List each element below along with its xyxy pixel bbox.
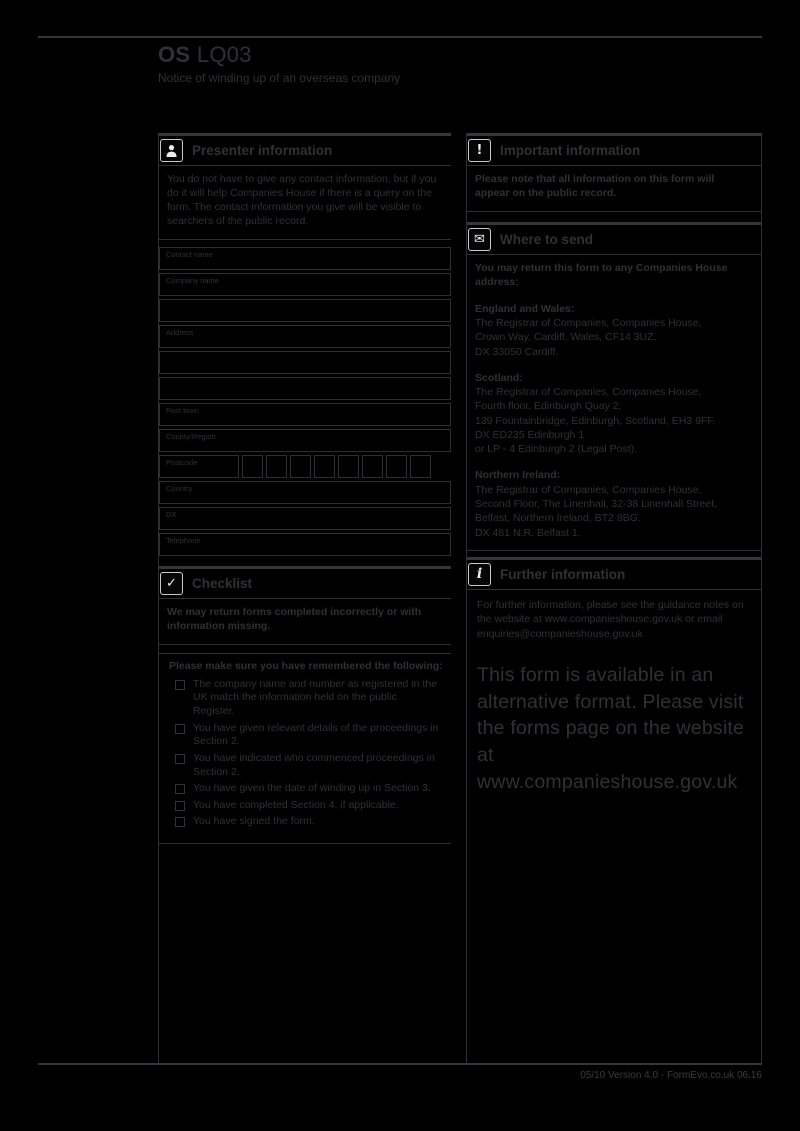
- address-line: Crown Way, Cardiff, Wales, CF14 3UZ.: [475, 331, 657, 344]
- presenter-fields: [159, 247, 451, 556]
- checkbox-icon[interactable]: [175, 754, 185, 764]
- dx-field[interactable]: DX: [159, 507, 451, 530]
- address-line: or LP - 4 Edinburgh 2 (Legal Post).: [475, 443, 638, 456]
- address-line: Belfast, Northern Ireland, BT2 8BG.: [475, 512, 641, 525]
- presenter-section-title: Presenter information: [192, 143, 333, 158]
- postcode-cell-8[interactable]: [410, 455, 431, 478]
- address-northern-ireland: [475, 468, 751, 539]
- postcode-field: [159, 455, 451, 478]
- checklist-item-text: You have signed the form.: [193, 815, 315, 828]
- checklist-item: [175, 678, 439, 719]
- checklist-item-text: You have given relevant details of the proceedings in Section 2.: [193, 721, 439, 748]
- checkbox-icon[interactable]: [175, 784, 185, 794]
- checkbox-icon[interactable]: [175, 817, 185, 827]
- checklist-intro-text: We may return forms completed incorrectly or with information missing.: [159, 599, 451, 645]
- person-icon: [160, 139, 183, 162]
- checklist-section-header: [159, 566, 451, 599]
- postcode-cell-3[interactable]: [290, 455, 311, 478]
- further-info-section-header: [467, 557, 761, 590]
- contact-name-field[interactable]: Contact name: [159, 247, 451, 270]
- company-name-field[interactable]: Company name: [159, 273, 451, 296]
- person-icon-glyph: [165, 144, 178, 157]
- postcode-cell-2[interactable]: [266, 455, 287, 478]
- where-to-send-body: [467, 255, 761, 551]
- form-code-prefix: OS: [158, 42, 191, 67]
- address-region-name: Scotland:: [475, 371, 523, 384]
- page-top-rule: [38, 36, 762, 38]
- address-line: The Registrar of Companies, Companies House,: [475, 483, 702, 496]
- address-field-line2[interactable]: [159, 351, 451, 374]
- address-line: DX 481 N.R. Belfast 1.: [475, 526, 581, 539]
- left-column: [158, 133, 466, 1064]
- checklist-item: [175, 722, 439, 749]
- checklist-item-text: You have completed Section 4, if applicable.: [193, 798, 399, 811]
- county-region-field[interactable]: County/Region: [159, 429, 451, 452]
- presenter-intro-text: You do not have to give any contact information, but if you do it will help Companies House if there is a query on the form. The contact information you give will be visible to searchers of the public record.: [159, 166, 451, 240]
- where-to-send-section-title: Where to send: [500, 231, 594, 247]
- page-bottom-rule: [38, 1063, 762, 1065]
- address-line: The Registrar of Companies, Companies House,: [475, 386, 702, 399]
- company-name-field-line2[interactable]: [159, 299, 451, 322]
- further-info-section-title: Further information: [500, 566, 626, 582]
- address-field[interactable]: Address: [159, 325, 451, 348]
- checklist-reminder-box: [159, 653, 451, 844]
- checklist-item-text: You have given the date of winding up in Section 3.: [193, 782, 431, 795]
- envelope-icon: ✉: [468, 228, 491, 251]
- checkbox-icon[interactable]: [175, 680, 185, 690]
- checklist-item-text: You have indicated who commenced proceedings in Section 2.: [193, 751, 435, 778]
- country-field[interactable]: Country: [159, 481, 451, 504]
- right-column: [466, 133, 762, 1064]
- presenter-section-header: [159, 133, 451, 166]
- address-field-line3[interactable]: [159, 377, 451, 400]
- postcode-label: Postcode: [159, 455, 239, 478]
- address-line: The Registrar of Companies, Companies House,: [475, 317, 702, 330]
- further-info-body: [467, 590, 761, 804]
- form-title: [158, 42, 400, 68]
- important-section-header: [467, 133, 761, 166]
- where-to-send-intro: You may return this form to any Companies House address:: [475, 261, 728, 288]
- form-code-number: LQ03: [196, 42, 252, 67]
- postcode-cell-1[interactable]: [242, 455, 263, 478]
- form-header: [158, 42, 400, 85]
- address-england-wales: [475, 302, 751, 359]
- checklist-item-text: The company name and number as registered in the UK match the information held on the public Register.: [193, 677, 437, 717]
- alternative-format-text: This form is available in an alternative format. Please visit the forms page on the website at www.companieshouse.gov.uk: [477, 663, 745, 793]
- post-town-field[interactable]: Post town: [159, 403, 451, 426]
- form-subtitle: Notice of winding up of an overseas company: [158, 71, 401, 85]
- info-icon: i: [468, 563, 491, 586]
- checkbox-icon[interactable]: [175, 724, 185, 734]
- address-line: DX 33050 Cardiff.: [475, 345, 559, 358]
- checkmark-icon: ✓: [160, 572, 183, 595]
- checklist-reminder-heading: Please make sure you have remembered the following:: [169, 659, 443, 672]
- address-line: 139 Fountainbridge, Edinburgh, Scotland, EH3 9FF.: [475, 414, 716, 427]
- checklist-item: [175, 815, 439, 829]
- important-section-title: Important information: [500, 143, 641, 158]
- telephone-field[interactable]: Telephone: [159, 533, 451, 556]
- exclamation-icon: !: [468, 139, 491, 162]
- checklist-items: [167, 674, 445, 833]
- checklist-item: [175, 752, 439, 779]
- where-to-send-section-header: [467, 222, 761, 255]
- address-region-name: Northern Ireland:: [475, 469, 561, 482]
- checklist-item: [175, 799, 439, 813]
- checkbox-icon[interactable]: [175, 801, 185, 811]
- address-region-name: England and Wales:: [475, 302, 575, 315]
- postcode-cell-4[interactable]: [314, 455, 335, 478]
- address-scotland: [475, 371, 751, 457]
- address-line: Fourth floor, Edinburgh Quay 2,: [475, 400, 622, 413]
- further-info-text: For further information, please see the guidance notes on the website at www.companieshouse.gov.uk or email enquiries@companieshouse.gov.uk: [477, 598, 744, 641]
- address-line: DX ED235 Edinburgh 1: [475, 428, 585, 441]
- checklist-item: [175, 782, 439, 796]
- postcode-cell-7[interactable]: [386, 455, 407, 478]
- page-footer: 05/10 Version 4.0 - FormEvo.co.uk 06.16: [580, 1070, 762, 1081]
- address-line: Second Floor, The Linenhall, 32-38 Linenhall Street,: [475, 498, 718, 510]
- checklist-section-title: Checklist: [192, 575, 253, 591]
- postcode-cell-6[interactable]: [362, 455, 383, 478]
- postcode-cell-5[interactable]: [338, 455, 359, 478]
- important-body-text: Please note that all information on this form will appear on the public record.: [467, 166, 761, 212]
